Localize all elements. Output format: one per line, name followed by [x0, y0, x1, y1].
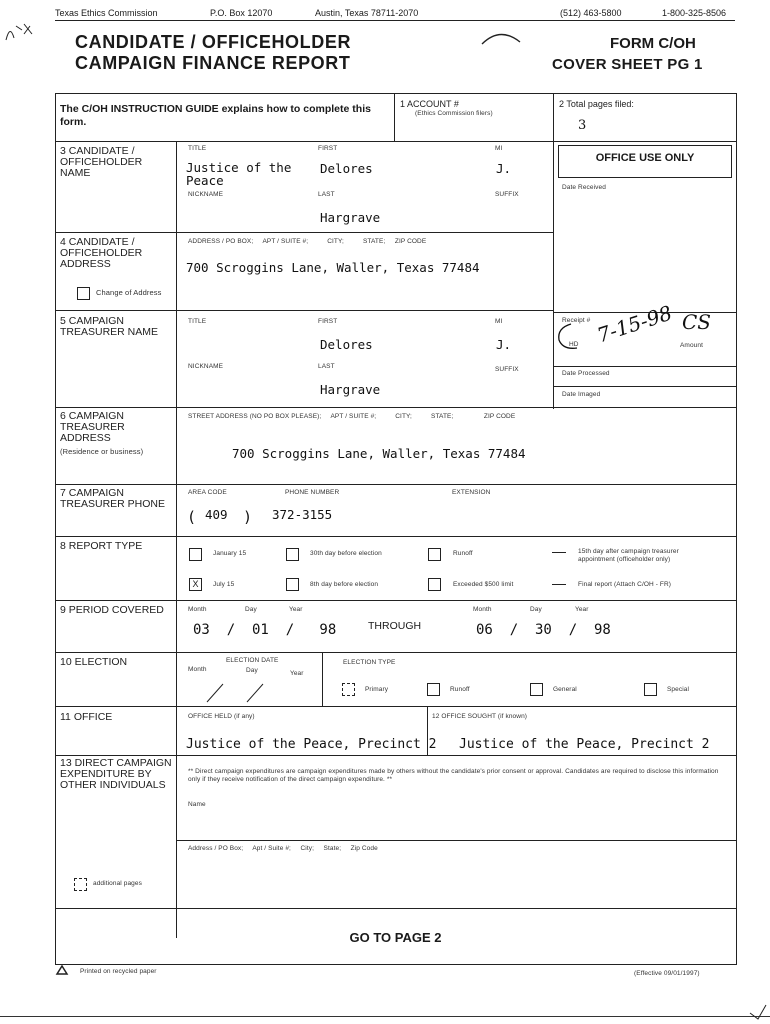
treasurer-suffix-label: SUFFIX — [495, 366, 519, 373]
change-of-address-label: Change of Address — [96, 288, 162, 297]
section-4-label: 4 CANDIDATE / OFFICEHOLDER ADDRESS — [60, 236, 143, 270]
treasurer-last-label: LAST — [318, 363, 335, 370]
cover-sheet: COVER SHEET PG 1 — [552, 56, 703, 73]
treasurer-address-labels: STREET ADDRESS (NO PO BOX PLEASE); APT / SUITE #; CITY; STATE; ZIP CODE — [188, 413, 516, 420]
hd-label: HD — [569, 341, 579, 348]
effective-date: (Effective 09/01/1997) — [634, 970, 700, 977]
from-year-label: Year — [289, 606, 303, 613]
direct-address-label: Address / PO Box; Apt / Suite #; City; State; Zip Code — [188, 845, 378, 852]
final-line — [552, 584, 566, 585]
recycled-note: Printed on recycled paper — [80, 968, 157, 975]
area-close-paren: ) — [243, 508, 253, 526]
runoff-election-checkbox[interactable] — [427, 683, 440, 696]
candidate-address: 700 Scroggins Lane, Waller, Texas 77484 — [186, 260, 480, 275]
exceeded-checkbox[interactable] — [428, 578, 441, 591]
section-10-label: 10 ELECTION — [60, 656, 128, 668]
section-5-label: 5 CAMPAIGN TREASURER NAME — [60, 315, 159, 338]
extension-label: EXTENSION — [452, 489, 491, 496]
page-bottom-rule — [0, 1016, 770, 1017]
candidate-mi: J. — [496, 161, 512, 176]
title-line-2: CAMPAIGN FINANCE REPORT — [75, 53, 351, 73]
account-label: 1 ACCOUNT # — [400, 99, 459, 109]
day30-label: 30th day before election — [310, 550, 382, 557]
runoff-election-label: Runoff — [450, 686, 470, 693]
office-sought-label: 12 OFFICE SOUGHT (if known) — [432, 713, 528, 720]
section-3-label: 3 CANDIDATE / OFFICEHOLDER NAME — [60, 145, 143, 179]
area-open-paren: ( — [187, 508, 197, 526]
mi-label: MI — [495, 145, 503, 152]
additional-pages-label: additional pages — [93, 880, 142, 887]
section-8-label: 8 REPORT TYPE — [60, 540, 143, 552]
receipt-label: Receipt # — [562, 317, 591, 324]
amount-label: Amount — [680, 342, 704, 349]
agency-name: Texas Ethics Commission — [55, 8, 158, 18]
primary-label: Primary — [365, 686, 389, 693]
section-9-label: 9 PERIOD COVERED — [60, 604, 164, 616]
additional-pages-checkbox[interactable] — [74, 878, 87, 891]
treasurer-first-label: FIRST — [318, 318, 338, 325]
account-sublabel: (Ethics Commission filers) — [415, 110, 493, 117]
candidate-title: Justice of the Peace — [186, 160, 292, 188]
day8-checkbox[interactable] — [286, 578, 299, 591]
election-month-label: Month — [188, 666, 207, 673]
treasurer-nickname-label: NICKNAME — [188, 363, 224, 370]
stamp-arc-icon — [478, 26, 524, 46]
jul15-label: July 15 — [213, 581, 235, 588]
jul15-checkbox[interactable]: X — [189, 578, 202, 591]
office-held-value: Justice of the Peace, Precinct 2 — [186, 737, 437, 752]
section-11-label: 11 OFFICE — [60, 711, 113, 723]
phone-number-label: PHONE NUMBER — [285, 489, 340, 496]
runoff-report-checkbox[interactable] — [428, 548, 441, 561]
area-code-value: 409 — [205, 507, 228, 522]
office-use-title: OFFICE USE ONLY — [595, 152, 695, 164]
jan15-label: January 15 — [213, 550, 247, 557]
general-label: General — [553, 686, 577, 693]
day30-checkbox[interactable] — [286, 548, 299, 561]
po-box: P.O. Box 12070 — [210, 8, 273, 18]
go-to-page-2: GO TO PAGE 2 — [349, 930, 442, 945]
from-month-label: Month — [188, 606, 207, 613]
change-of-address-checkbox[interactable] — [77, 287, 90, 300]
date-slashes-icon — [195, 680, 285, 704]
date-stamp: 7-15-98 — [594, 300, 675, 348]
direct-expenditure-note: ** Direct campaign expenditures are campaign expenditures made by others without the candidate's prior consent or approval. Candidates are required to disclose this information only if they receive notification of the direct campaign expenditure. ** — [188, 768, 719, 783]
from-day-label: Day — [245, 606, 257, 613]
treasurer-mi-label: MI — [495, 318, 503, 325]
section-13-label: 13 DIRECT CAMPAIGN EXPENDITURE BY OTHER INDIVIDUALS — [60, 757, 172, 791]
jan15-checkbox[interactable] — [189, 548, 202, 561]
imaged-label: Date Imaged — [562, 391, 601, 398]
day15-label: 15th day after campaign treasurer appointment (officeholder only) — [578, 548, 679, 563]
address-field-labels: ADDRESS / PO BOX; APT / SUITE #; CITY; STATE; ZIP CODE — [188, 238, 427, 245]
exceeded-label: Exceeded $500 limit — [453, 581, 514, 588]
section-6-label: 6 CAMPAIGN TREASURER ADDRESS — [60, 410, 125, 444]
phone-number: (512) 463-5800 — [560, 8, 622, 18]
election-year-label: Year — [290, 670, 304, 677]
total-pages-label: 2 Total pages filed: — [559, 99, 634, 109]
title-line-1: CANDIDATE / OFFICEHOLDER — [75, 32, 352, 52]
treasurer-mi: J. — [496, 337, 512, 352]
first-label: FIRST — [318, 145, 338, 152]
title-label: TITLE — [188, 145, 207, 152]
to-month-label: Month — [473, 606, 492, 613]
treasurer-address: 700 Scroggins Lane, Waller, Texas 77484 — [232, 446, 526, 461]
general-checkbox[interactable] — [530, 683, 543, 696]
treasurer-title-label: TITLE — [188, 318, 207, 325]
form-number: FORM C/OH — [610, 35, 696, 52]
period-to: 06 / 30 / 98 — [476, 622, 611, 638]
instruction-text: The C/OH INSTRUCTION GUIDE explains how to complete this form. — [60, 103, 371, 128]
candidate-first: Delores — [320, 161, 373, 176]
date-received-label: Date Received — [562, 184, 606, 191]
corner-mark-icon — [748, 1003, 768, 1021]
form-frame — [55, 93, 737, 965]
special-label: Special — [667, 686, 690, 693]
total-pages-value: 3 — [578, 118, 587, 133]
election-type-label: ELECTION TYPE — [343, 659, 396, 666]
toll-free: 1-800-325-8506 — [662, 8, 727, 18]
day15-line — [552, 552, 566, 553]
final-label: Final report (Attach C/OH - FR) — [578, 581, 672, 588]
direct-name-label: Name — [188, 801, 206, 808]
election-date-label: ELECTION DATE — [226, 657, 279, 664]
section-7-label: 7 CAMPAIGN TREASURER PHONE — [60, 487, 166, 510]
area-code-label: AREA CODE — [188, 489, 227, 496]
nickname-label: NICKNAME — [188, 191, 224, 198]
section-6-sublabel: (Residence or business) — [60, 447, 144, 456]
header-rule — [55, 20, 735, 21]
office-sought-value: Justice of the Peace, Precinct 2 — [459, 737, 710, 752]
day8-label: 8th day before election — [310, 581, 379, 588]
margin-mark-icon — [2, 20, 42, 44]
candidate-last: Hargrave — [320, 210, 381, 225]
through-label: THROUGH — [368, 620, 422, 632]
to-day-label: Day — [530, 606, 542, 613]
primary-checkbox[interactable] — [342, 683, 355, 696]
processed-label: Date Processed — [562, 370, 610, 377]
phone-value: 372-3155 — [272, 507, 333, 522]
processor-initials: CS — [682, 310, 712, 334]
treasurer-first: Delores — [320, 337, 373, 352]
period-from: 03 / 01 / 98 — [193, 622, 337, 638]
suffix-label: SUFFIX — [495, 191, 519, 198]
recycle-icon — [55, 965, 69, 979]
last-label: LAST — [318, 191, 335, 198]
to-year-label: Year — [575, 606, 589, 613]
treasurer-last: Hargrave — [320, 382, 381, 397]
special-checkbox[interactable] — [644, 683, 657, 696]
office-held-label: OFFICE HELD (if any) — [188, 713, 255, 720]
city-address: Austin, Texas 78711-2070 — [315, 8, 419, 18]
runoff-report-label: Runoff — [453, 550, 473, 557]
election-day-label: Day — [246, 667, 258, 674]
